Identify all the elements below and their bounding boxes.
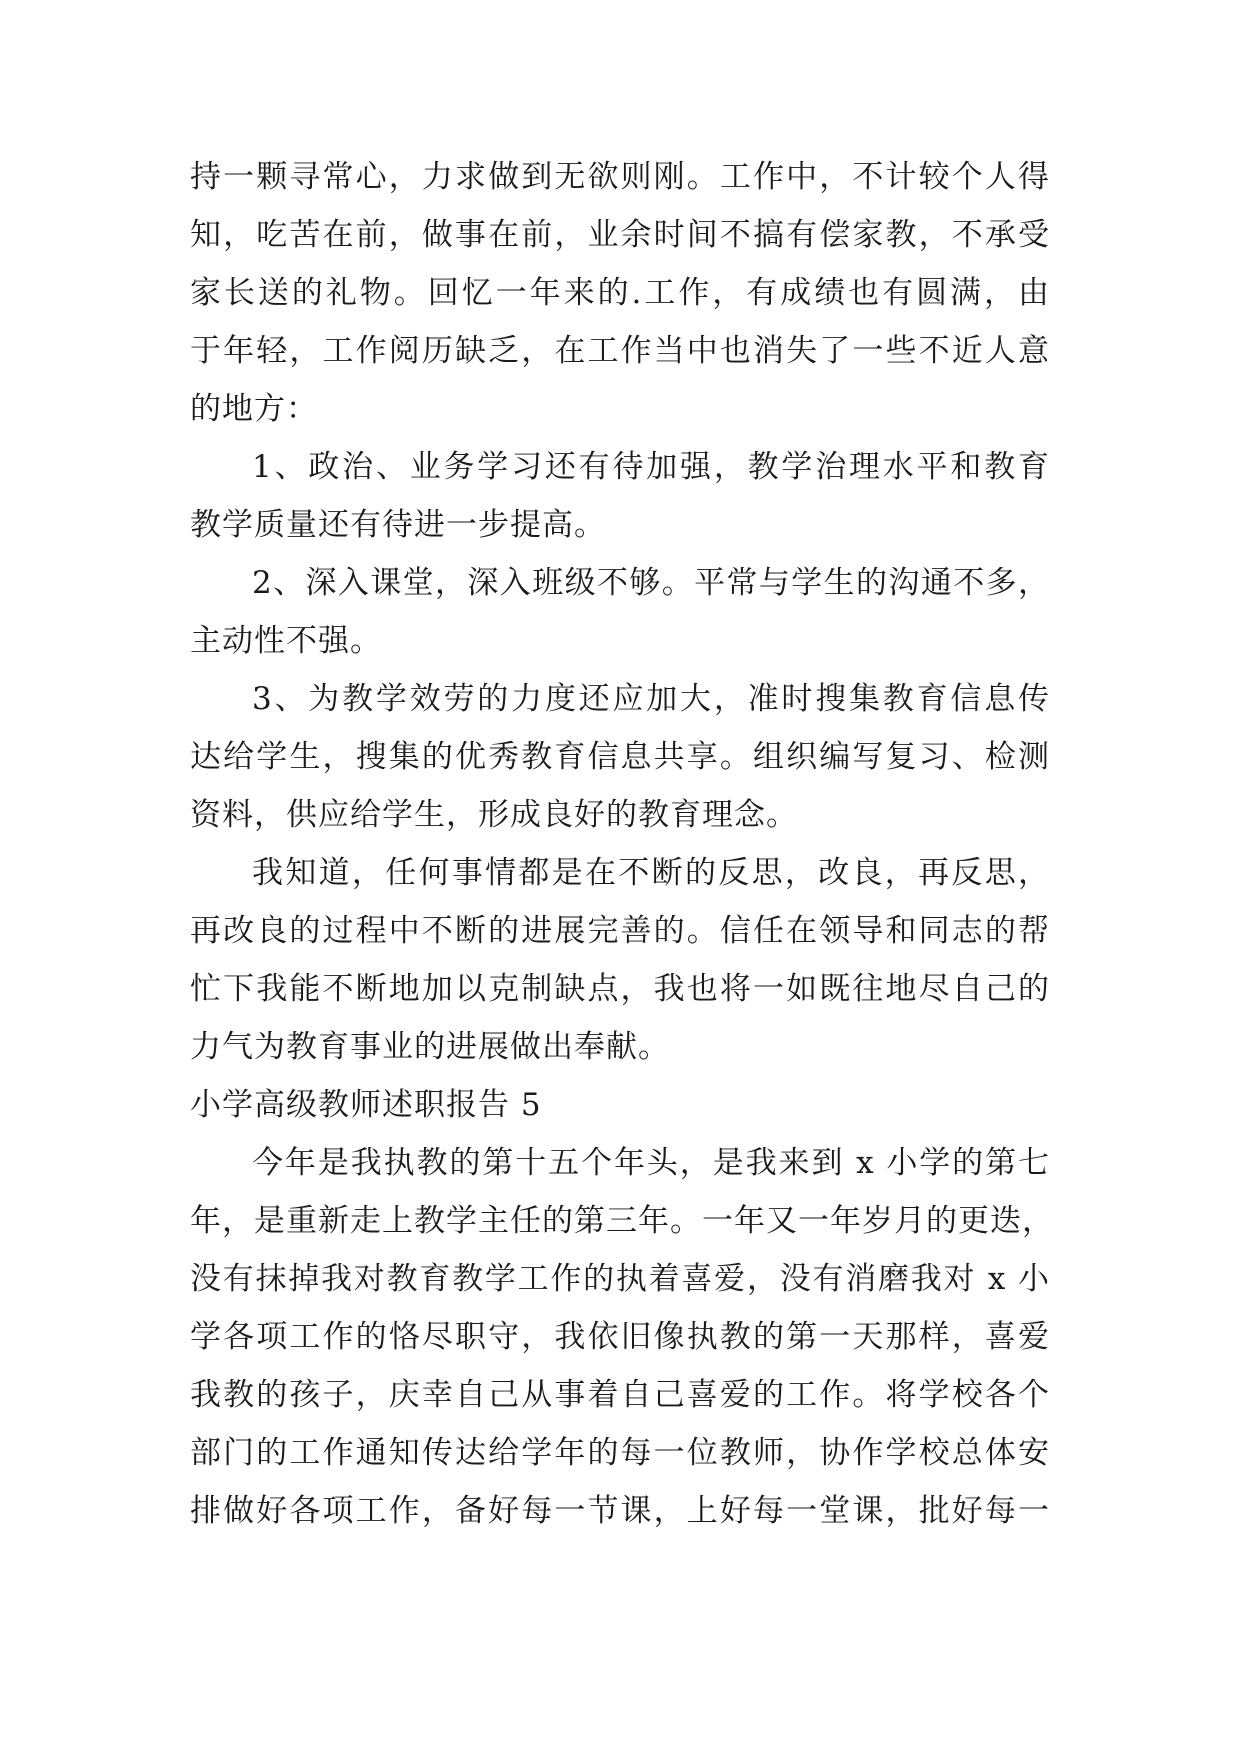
text-line: 没有抹掉我对教育教学工作的执着喜爱，没有消磨我对 x 小	[190, 1261, 1050, 1297]
text-line: 再改良的过程中不断的进展完善的。信任在领导和同志的帮	[190, 913, 1050, 949]
paragraph	[190, 148, 1050, 438]
text-line: 持一颗寻常心，力求做到无欲则刚。工作中，不计较个人得	[190, 159, 1050, 195]
text-line: 家长送的礼物。回忆一年来的.工作，有成绩也有圆满，由	[190, 275, 1050, 311]
text-line: 年，是重新走上教学主任的第三年。一年又一年岁月的更迭，	[190, 1203, 1054, 1239]
paragraph	[190, 554, 1050, 670]
text-line: 2、深入课堂，深入班级不够。平常与学生的沟通不多，	[252, 565, 1050, 601]
text-line: 的地方：	[190, 391, 318, 427]
text-line: 于年轻，工作阅历缺乏，在工作当中也消失了一些不近人意	[190, 333, 1050, 369]
text-line: 3、为教学效劳的力度还应加大，准时搜集教育信息传	[252, 681, 1050, 717]
text-line: 部门的工作通知传达给学年的每一位教师，协作学校总体安	[190, 1435, 1050, 1471]
paragraph	[190, 670, 1050, 844]
text-line: 学各项工作的恪尽职守，我依旧像执教的第一天那样，喜爱	[190, 1319, 1050, 1355]
text-line: 知，吃苦在前，做事在前，业余时间不搞有偿家教，不承受	[190, 217, 1050, 253]
text-line: 力气为教育事业的进展做出奉献。	[190, 1029, 670, 1065]
section-heading: 小学高级教师述职报告 5	[190, 1087, 542, 1123]
text-line: 我教的孩子，庆幸自己从事着自己喜爱的工作。将学校各个	[190, 1377, 1050, 1413]
text-line: 我知道，任何事情都是在不断的反思，改良，再反思，	[252, 855, 1050, 891]
text-line: 资料，供应给学生，形成良好的教育理念。	[190, 797, 798, 833]
paragraph	[190, 844, 1050, 1076]
paragraph	[190, 1134, 1054, 1540]
document-body	[190, 148, 1054, 1540]
text-line: 忙下我能不断地加以克制缺点，我也将一如既往地尽自己的	[190, 971, 1050, 1007]
text-line: 1、政治、业务学习还有待加强，教学治理水平和教育	[252, 449, 1050, 485]
text-line: 今年是我执教的第十五个年头，是我来到 x 小学的第七	[252, 1145, 1050, 1181]
text-line: 教学质量还有待进一步提高。	[190, 507, 606, 543]
text-line: 排做好各项工作，备好每一节课，上好每一堂课，批好每一	[190, 1493, 1050, 1529]
text-line: 达给学生，搜集的优秀教育信息共享。组织编写复习、检测	[190, 739, 1050, 775]
paragraph	[190, 438, 1050, 554]
text-line: 主动性不强。	[190, 623, 382, 659]
